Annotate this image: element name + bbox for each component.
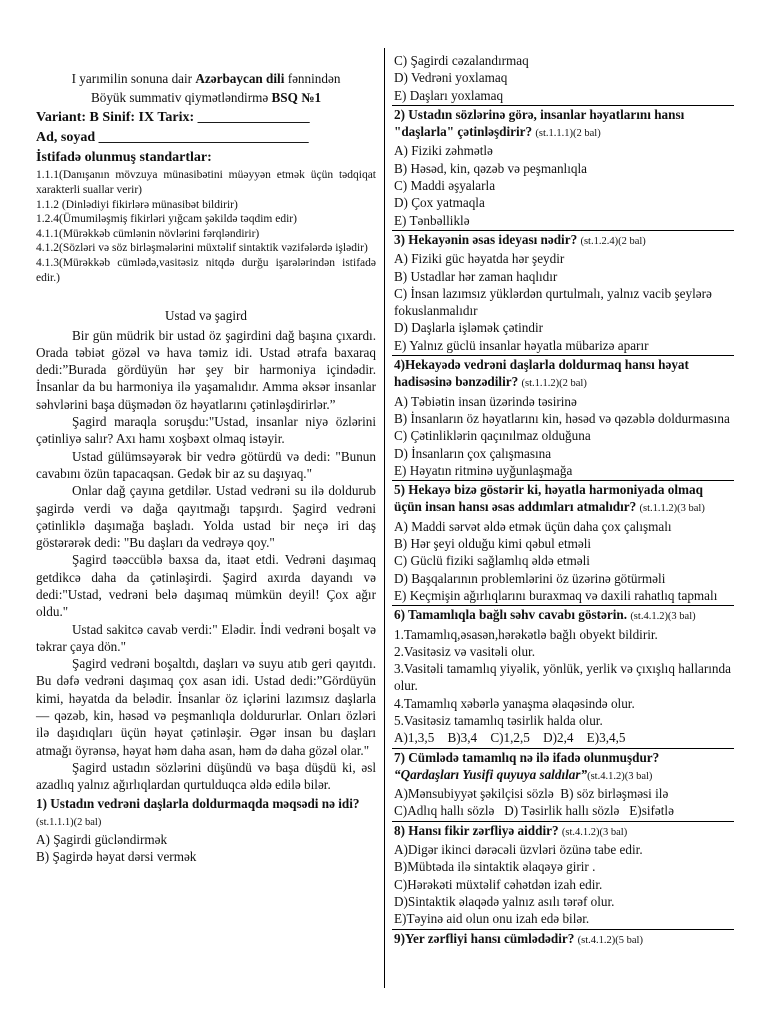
answer-option[interactable]: E) Daşları yoxlamaq (394, 87, 504, 103)
story-paragraph: Şagird təəccüblə baxsa da, itaət etdi. Vedrəni daşımaq getdikcə daha da çətinləşirdi. Şagird axırda dayandı və dedi:"Ustad, vedrəni belə daşımaq mümkün deyil! Çox ağır oldu." (36, 552, 376, 620)
standard-item: 1.1.2 (Dinlədiyi fikirlərə münasibət bildirir) (36, 198, 238, 211)
column-divider (384, 48, 385, 988)
question-6-text: 6) Tamamlıqla bağlı səhv cavabı göstərin. (394, 607, 628, 623)
answer-option[interactable]: A) Fiziki zəhmətlə (394, 143, 493, 159)
question-3-text: 3) Hekayənin əsas ideyası nədir? (394, 231, 578, 247)
question-7 (392, 749, 734, 822)
answer-option[interactable]: B) Şagirdə həyat dərsi vermək (36, 849, 197, 865)
question-1-ref: (st.1.1.1)(2 bal) (36, 816, 102, 828)
answer-option[interactable]: E)Təyinə aid olun onu izah edə bilər. (394, 911, 590, 927)
header-line-2 (36, 89, 376, 106)
question-5-ref: (st.1.1.2)(3 bal) (639, 503, 705, 515)
answer-option[interactable]: C) Çətinliklərin qaçınılmaz olduğuna (394, 428, 591, 444)
question-7-ref: (st.4.1.2)(3 bal) (587, 770, 653, 782)
standard-item: 4.1.1(Mürəkkəb cümlənin növlərini fərqləndirir) (36, 227, 260, 240)
statement-item: 2.Vasitəsiz və vasitəli olur. (394, 643, 536, 659)
answer-option[interactable]: E) Həyatın ritminə uyğunlaşmağa (394, 462, 573, 478)
answer-options-row[interactable]: A)1,3,5 B)3,4 C)1,2,5 D)2,4 E)3,4,5 (394, 730, 626, 746)
answer-option[interactable]: C)Adlıq hallı sözlə D) Təsirlik hallı sözlə E)sifətlə (394, 803, 674, 819)
question-3 (392, 231, 734, 356)
question-4-ref: (st.1.1.2)(2 bal) (521, 378, 587, 390)
answer-option[interactable]: A) Fiziki güc həyatda hər şeydir (394, 251, 565, 267)
answer-option[interactable]: B) İnsanların öz həyatlarını kin, həsəd və qəzəblə doldurmasına (394, 410, 730, 426)
question-9-ref: (st.4.1.2)(5 bal) (577, 934, 643, 946)
answer-option[interactable]: D) İnsanların çox çalışmasına (394, 445, 552, 461)
assessment-code: BSQ №1 (271, 90, 322, 106)
answer-option[interactable]: A) Maddi sərvət əldə etmək üçün daha çox çalışmalı (394, 518, 672, 534)
question-4-text: 4)Hekayədə vedrəni daşlarla doldurmaq hansı həyat hadisəsinə bənzədilir? (394, 357, 689, 390)
story-paragraph: Bir gün müdrik bir ustad öz şagirdini dağ başına çıxardı. Orada təbiət gözəl və hava təmiz idi. Ustad ətrafa baxaraq dedi:”Burada gördüyün hər şey bir harmoniya içindədir. İnsanlar da bu harmoniya ilə yaşamalıdır. Amma əksər insanlar səhvlərini başa düşmədən öz həyatlarını çətinləşdirirlər.” (36, 327, 376, 412)
standards-title: İstifadə olunmuş standartlar: (36, 150, 212, 166)
question-5-title (394, 481, 732, 518)
story-paragraph: Ustad gülümsəyərək bir vedrə götürdü və dedi: "Bunun cavabını özün tapacaqsan. Gedək bir az su daşıyaq." (36, 448, 376, 481)
answer-option[interactable]: A) Təbiətin insan üzərində təsirinə (394, 393, 577, 409)
question-1-text: 1) Ustadın vedrəni daşlarla doldurmaqda məqsədi nə idi? (36, 795, 360, 811)
question-4 (392, 356, 734, 481)
answer-option[interactable]: C)Hərəkəti müxtəlif cəhətdən izah edir. (394, 876, 603, 892)
question-8-text: 8) Hansı fikir zərfliyə aiddir? (394, 822, 559, 838)
story-paragraph: Şagird ustadın sözlərini düşündü və başa düşdü ki, əsl azadlıq yalnız ağırlıqlardan qurtulduqca əldə edilə bilər. (36, 759, 376, 793)
story-paragraph: Onlar dağ çayına getdilər. Ustad vedrəni su ilə doldurub şagirdə verdi və dağa qayıtmağı tapşırdı. Şagird vedrəni çətinliklə daşımağa başladı. Yolda ustad bir neçə iri daş göstərərək dedi: "Bu daşları da vedrəyə qoy." (36, 483, 376, 551)
answer-option[interactable]: A) Şagirdi gücləndirmək (36, 832, 168, 848)
answer-option[interactable]: C) Maddi əşyalarla (394, 178, 496, 194)
story-paragraph: Ustad sakitcə cavab verdi:" Elədir. İndi vedrəni boşalt və təkrar çaya dön." (36, 621, 376, 654)
answer-option[interactable]: C) İnsan lazımsız yüklərdən qurtulmalı, yalnız vacib şeylərə fokuslanmalıdır (394, 285, 712, 319)
question-1-title (36, 795, 376, 832)
statement-item: 1.Tamamlıq,əsasən,hərəkətlə bağlı obyekt bildirir. (394, 626, 658, 642)
question-1-continued (392, 52, 734, 106)
answer-option[interactable]: B) Ustadlar hər zaman haqlıdır (394, 268, 558, 284)
right-column (392, 52, 734, 950)
answer-option[interactable]: D) Daşlarla işləmək çətindir (394, 320, 544, 336)
answer-option[interactable]: E) Tənbəlliklə (394, 212, 470, 228)
header-line-2-prefix: Böyük summativ qiymətləndirmə (90, 90, 272, 106)
question-9-title (394, 930, 732, 949)
answer-option[interactable]: D) Başqalarının problemlərini öz üzərinə götürməli (394, 570, 666, 586)
question-7-text: 7) Cümlədə tamamlıq nə ilə ifadə olunmuşdur? (394, 749, 660, 765)
answer-option[interactable]: E) Yalnız güclü insanlar həyatla mübarizə aparır (394, 337, 649, 353)
answer-option[interactable]: D) Vedrəni yoxlamaq (394, 70, 508, 86)
subject-name: Azərbaycan dili (195, 71, 285, 86)
header-line-1-suffix: fənnindən (284, 71, 341, 86)
question-3-ref: (st.1.2.4)(2 bal) (580, 235, 646, 247)
standard-item: 4.1.2(Sözləri və söz birləşmələrini müxtəlif sintaktik vəzifələrdə işlədir) (36, 242, 368, 255)
answer-option[interactable]: C) Güclü fiziki sağlamlıq əldə etməli (394, 553, 590, 569)
statement-item: 5.Vasitəsiz tamamlıq təsirlik halda olur. (394, 712, 603, 728)
question-6-title (394, 606, 732, 625)
statement-item: 4.Tamamlıq xəbərlə yanaşma əlaqəsində olur. (394, 695, 635, 711)
answer-option[interactable]: E) Keçmişin ağırlıqlarını buraxmaq və daxili rahatlıq tapmalı (394, 587, 718, 603)
story-paragraph: Şagird maraqla soruşdu:"Ustad, insanlar niyə özlərini çətinliyə salır? Axı hamı xoşbəxt olmaq istəyir. (36, 414, 376, 447)
standard-item: 4.1.3(Mürəkkəb cümlədə,vasitəsiz nitqdə durğu işarələrindən istifadə edir.) (36, 257, 376, 284)
answer-option[interactable]: B) Həsəd, kin, qəzəb və peşmanlıqla (394, 160, 587, 176)
statement-item: 3.Vasitəli tamamlıq yiyəlik, yönlük, yerlik və çıxışlıq hallarında olur. (394, 661, 731, 694)
answer-option[interactable]: B)Mübtəda ilə sintaktik əlaqəyə girir . (394, 859, 596, 875)
name-line: Ad, soyad ______________________________ (36, 129, 309, 145)
answer-option[interactable]: B) Hər şeyi olduğu kimi qəbul etməli (394, 536, 592, 552)
question-6 (392, 606, 734, 748)
question-7-quote: “Qardaşları Yusifi quyuya saldılar” (394, 766, 588, 782)
question-8-title (394, 822, 732, 841)
left-column (36, 70, 376, 866)
answer-option[interactable]: C) Şagirdi cəzalandırmaq (394, 53, 529, 68)
question-3-title (394, 231, 732, 250)
question-7-quote-line (394, 766, 732, 785)
question-2-text: 2) Ustadın sözlərinə görə, insanlar həyatlarını hansı "daşlarla" çətinləşdirir? (394, 106, 685, 140)
question-8-ref: (st.4.1.2)(3 bal) (561, 826, 628, 838)
question-2-ref: (st.1.1.1)(2 bal) (535, 128, 601, 140)
question-7-title (394, 749, 732, 766)
story-paragraph: Şagird vedrəni boşaltdı, daşları və suyu atıb geri qayıtdı. Bu dəfə vedrəni daşımaq çox asan idi. Ustad dedi:”Gördüyün kimi, həyatda da belədir. İnsanlar öz içlərini lazımsız daşlarla — qəzəb, kin, həsəd və peşmanlıqla doldururlar. Onları özləri ilə daşıdıqları üçün həyat çətinləşir. Əgər insan bu daşları atmağı öyrənsə, həyat həm daha asan, həm də daha gözəl olar." (36, 656, 376, 758)
question-9-text: 9)Yer zərfliyi hansı cümlədədir? (394, 930, 575, 946)
story-text (36, 327, 376, 794)
header-line-1-prefix: I yarımilin sonuna dair (71, 71, 196, 86)
question-6-ref: (st.4.1.2)(3 bal) (630, 611, 696, 623)
question-2 (392, 106, 734, 231)
question-9 (392, 930, 734, 950)
variant-line: Variant: B Sinif: IX Tarix: ________________ (36, 109, 310, 125)
answer-option[interactable]: D)Sintaktik əlaqədə yalnız asılı tərəf olur. (394, 893, 615, 909)
question-8 (392, 822, 734, 930)
standard-item: 1.2.4(Ümumiləşmiş fikirləri yığcam şəkildə təqdim edir) (36, 213, 297, 226)
question-5 (392, 481, 734, 606)
question-5-text: 5) Hekayə bizə göstərir ki, həyatla harmoniyada olmaq üçün insan hansı əsas addımları atmalıdır? (394, 482, 703, 515)
standard-item: 1.1.1(Danışanın mövzuya münasibətini müəyyən etmək üçün tədqiqat xarakterli suallar verir) (36, 169, 376, 197)
question-4-title (394, 356, 732, 393)
header-line-1 (36, 70, 376, 87)
standards-list (36, 168, 376, 285)
answer-option[interactable]: D) Çox yatmaqla (394, 195, 485, 211)
answer-option[interactable]: A)Mənsubiyyət şəkilçisi sözlə B) söz birləşməsi ilə (394, 786, 669, 802)
answer-option[interactable]: A)Digər ikinci dərəcəli üzvləri özünə tabe edir. (394, 842, 643, 858)
story-title: Ustad və şagird (164, 308, 248, 324)
question-1 (36, 795, 376, 866)
question-2-title (394, 106, 732, 143)
